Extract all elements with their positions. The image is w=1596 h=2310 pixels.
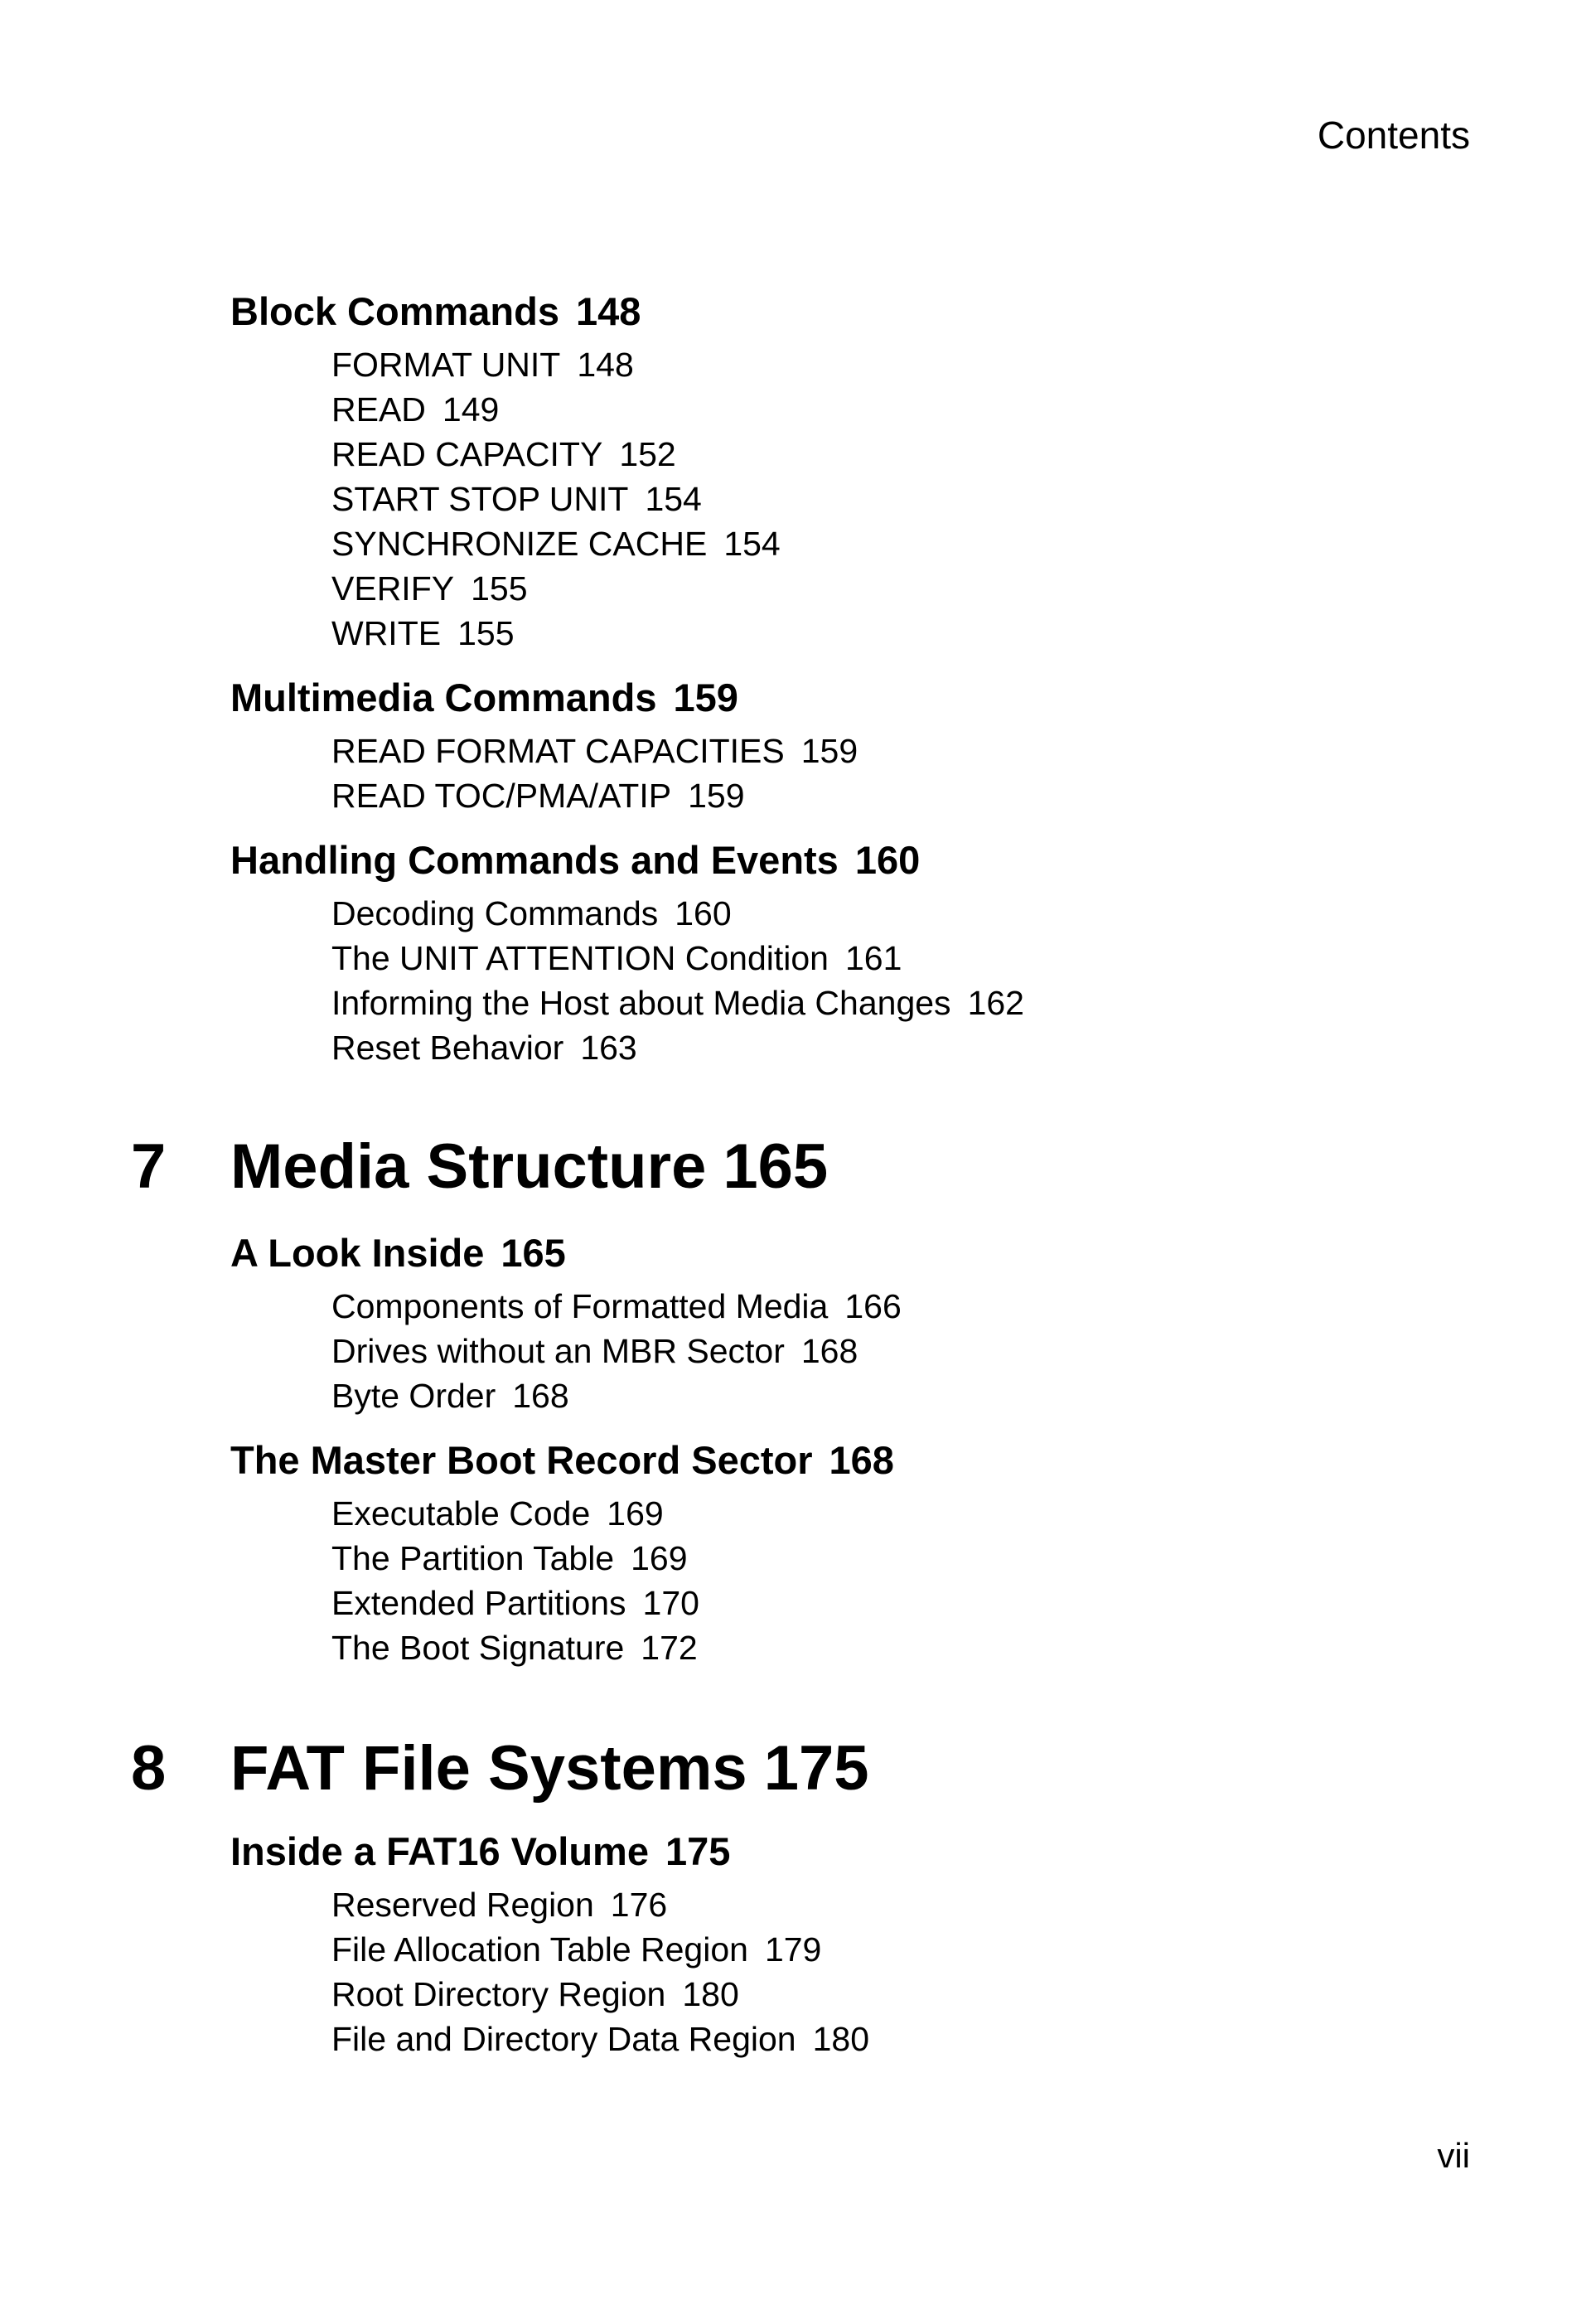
entry-page: 159 [800, 732, 858, 770]
entry-page: 162 [967, 984, 1024, 1022]
entry-page: 180 [682, 1975, 739, 2013]
chapter-title: Media Structure [230, 1131, 707, 1202]
toc-entry[interactable] [331, 1930, 822, 1969]
chapter-page: 165 [723, 1131, 829, 1202]
entry-page: 169 [631, 1539, 688, 1577]
toc-entry[interactable] [331, 390, 500, 429]
entry-page: 149 [442, 390, 500, 429]
toc-entry[interactable] [331, 1975, 739, 2013]
section-page: 168 [829, 1438, 894, 1482]
entry-page: 163 [580, 1029, 637, 1067]
section-title: Block Commands [230, 289, 559, 333]
toc-chapter[interactable] [131, 1131, 829, 1202]
toc-entry[interactable] [331, 1334, 858, 1368]
entry-title: The Boot Signature [331, 1629, 625, 1667]
entry-title: Root Directory Region [331, 1975, 666, 2013]
entry-title: Components of Formatted Media [331, 1287, 829, 1325]
entry-title: Decoding Commands [331, 894, 659, 932]
section-title: Inside a FAT16 Volume [230, 1829, 649, 1873]
toc-entry[interactable] [331, 435, 676, 473]
entry-page: 169 [607, 1494, 664, 1533]
entry-page: 172 [641, 1629, 698, 1667]
entry-title: Byte Order [331, 1377, 496, 1415]
entry-title: READ CAPACITY [331, 435, 603, 473]
entry-page: 176 [610, 1886, 668, 1924]
toc-chapter[interactable] [131, 1733, 869, 1804]
chapter-number: 8 [131, 1733, 167, 1804]
toc-entry[interactable] [331, 779, 745, 813]
entry-title: FORMAT UNIT [331, 346, 561, 384]
entry-title: VERIFY [331, 569, 455, 608]
section-title: The Master Boot Record Sector [230, 1438, 813, 1482]
entry-page: 179 [764, 1930, 822, 1969]
entry-title: Executable Code [331, 1494, 591, 1533]
entry-page: 159 [688, 777, 745, 815]
toc-entry[interactable] [331, 734, 858, 768]
entry-title: The UNIT ATTENTION Condition [331, 939, 829, 977]
page-folio: vii [1437, 2136, 1470, 2175]
toc-section[interactable] [230, 1438, 894, 1482]
entry-title: The Partition Table [331, 1539, 615, 1577]
entry-page: 148 [577, 346, 634, 384]
section-page: 175 [665, 1829, 731, 1873]
toc-entry[interactable] [331, 1586, 699, 1620]
entry-page: 168 [800, 1332, 858, 1370]
entry-page: 155 [457, 614, 515, 652]
toc-entry[interactable] [331, 482, 702, 516]
section-title: Handling Commands and Events [230, 838, 839, 882]
section-title: Multimedia Commands [230, 676, 657, 719]
entry-title: Drives without an MBR Sector [331, 1332, 785, 1370]
section-page: 159 [673, 676, 738, 719]
toc-entry[interactable] [331, 569, 528, 608]
entry-page: 154 [645, 480, 702, 518]
entry-title: READ [331, 390, 426, 429]
toc-entry[interactable] [331, 1287, 902, 1325]
chapter-page: 175 [763, 1733, 869, 1804]
entry-title: File Allocation Table Region [331, 1930, 748, 1969]
entry-page: 155 [471, 569, 528, 608]
entry-title: SYNCHRONIZE CACHE [331, 525, 708, 563]
entry-page: 168 [512, 1377, 569, 1415]
section-title: A Look Inside [230, 1231, 485, 1275]
entry-title: START STOP UNIT [331, 480, 629, 518]
toc-section[interactable] [230, 1829, 731, 1873]
section-page: 165 [501, 1231, 566, 1275]
toc-entry[interactable] [331, 1031, 637, 1065]
entry-title: WRITE [331, 614, 442, 652]
toc-entry[interactable] [331, 939, 902, 977]
toc-section[interactable] [230, 289, 641, 333]
entry-page: 160 [675, 894, 732, 932]
toc-entry[interactable] [331, 1888, 667, 1922]
toc-entry[interactable] [331, 1631, 698, 1665]
toc-entry[interactable] [331, 614, 515, 652]
toc-entry[interactable] [331, 986, 1024, 1020]
toc-entry[interactable] [331, 894, 732, 932]
entry-page: 170 [642, 1584, 699, 1622]
chapter-title: FAT File Systems [230, 1733, 747, 1804]
toc-entry[interactable] [331, 2022, 869, 2056]
entry-page: 180 [812, 2020, 870, 2058]
section-page: 148 [575, 289, 641, 333]
entry-title: Reserved Region [331, 1886, 594, 1924]
entry-page: 154 [723, 525, 781, 563]
entry-title: READ FORMAT CAPACITIES [331, 732, 785, 770]
toc-entry[interactable] [331, 1494, 664, 1533]
entry-page: 166 [844, 1287, 902, 1325]
toc-entry[interactable] [331, 1539, 688, 1577]
entry-title: Extended Partitions [331, 1584, 626, 1622]
entry-page: 161 [845, 939, 902, 977]
toc-section[interactable] [230, 1231, 566, 1275]
entry-title: READ TOC/PMA/ATIP [331, 777, 672, 815]
entry-title: Reset Behavior [331, 1029, 564, 1067]
toc-entry[interactable] [331, 527, 781, 561]
toc-section[interactable] [230, 678, 738, 717]
section-page: 160 [854, 838, 921, 882]
entry-title: File and Directory Data Region [331, 2020, 796, 2058]
running-head: Contents [1317, 114, 1470, 157]
toc-entry[interactable] [331, 348, 634, 382]
toc-entry[interactable] [331, 1379, 569, 1413]
chapter-number: 7 [131, 1131, 167, 1202]
toc-section[interactable] [230, 838, 921, 882]
entry-title: Informing the Host about Media Changes [331, 984, 951, 1022]
entry-page: 152 [619, 435, 676, 473]
